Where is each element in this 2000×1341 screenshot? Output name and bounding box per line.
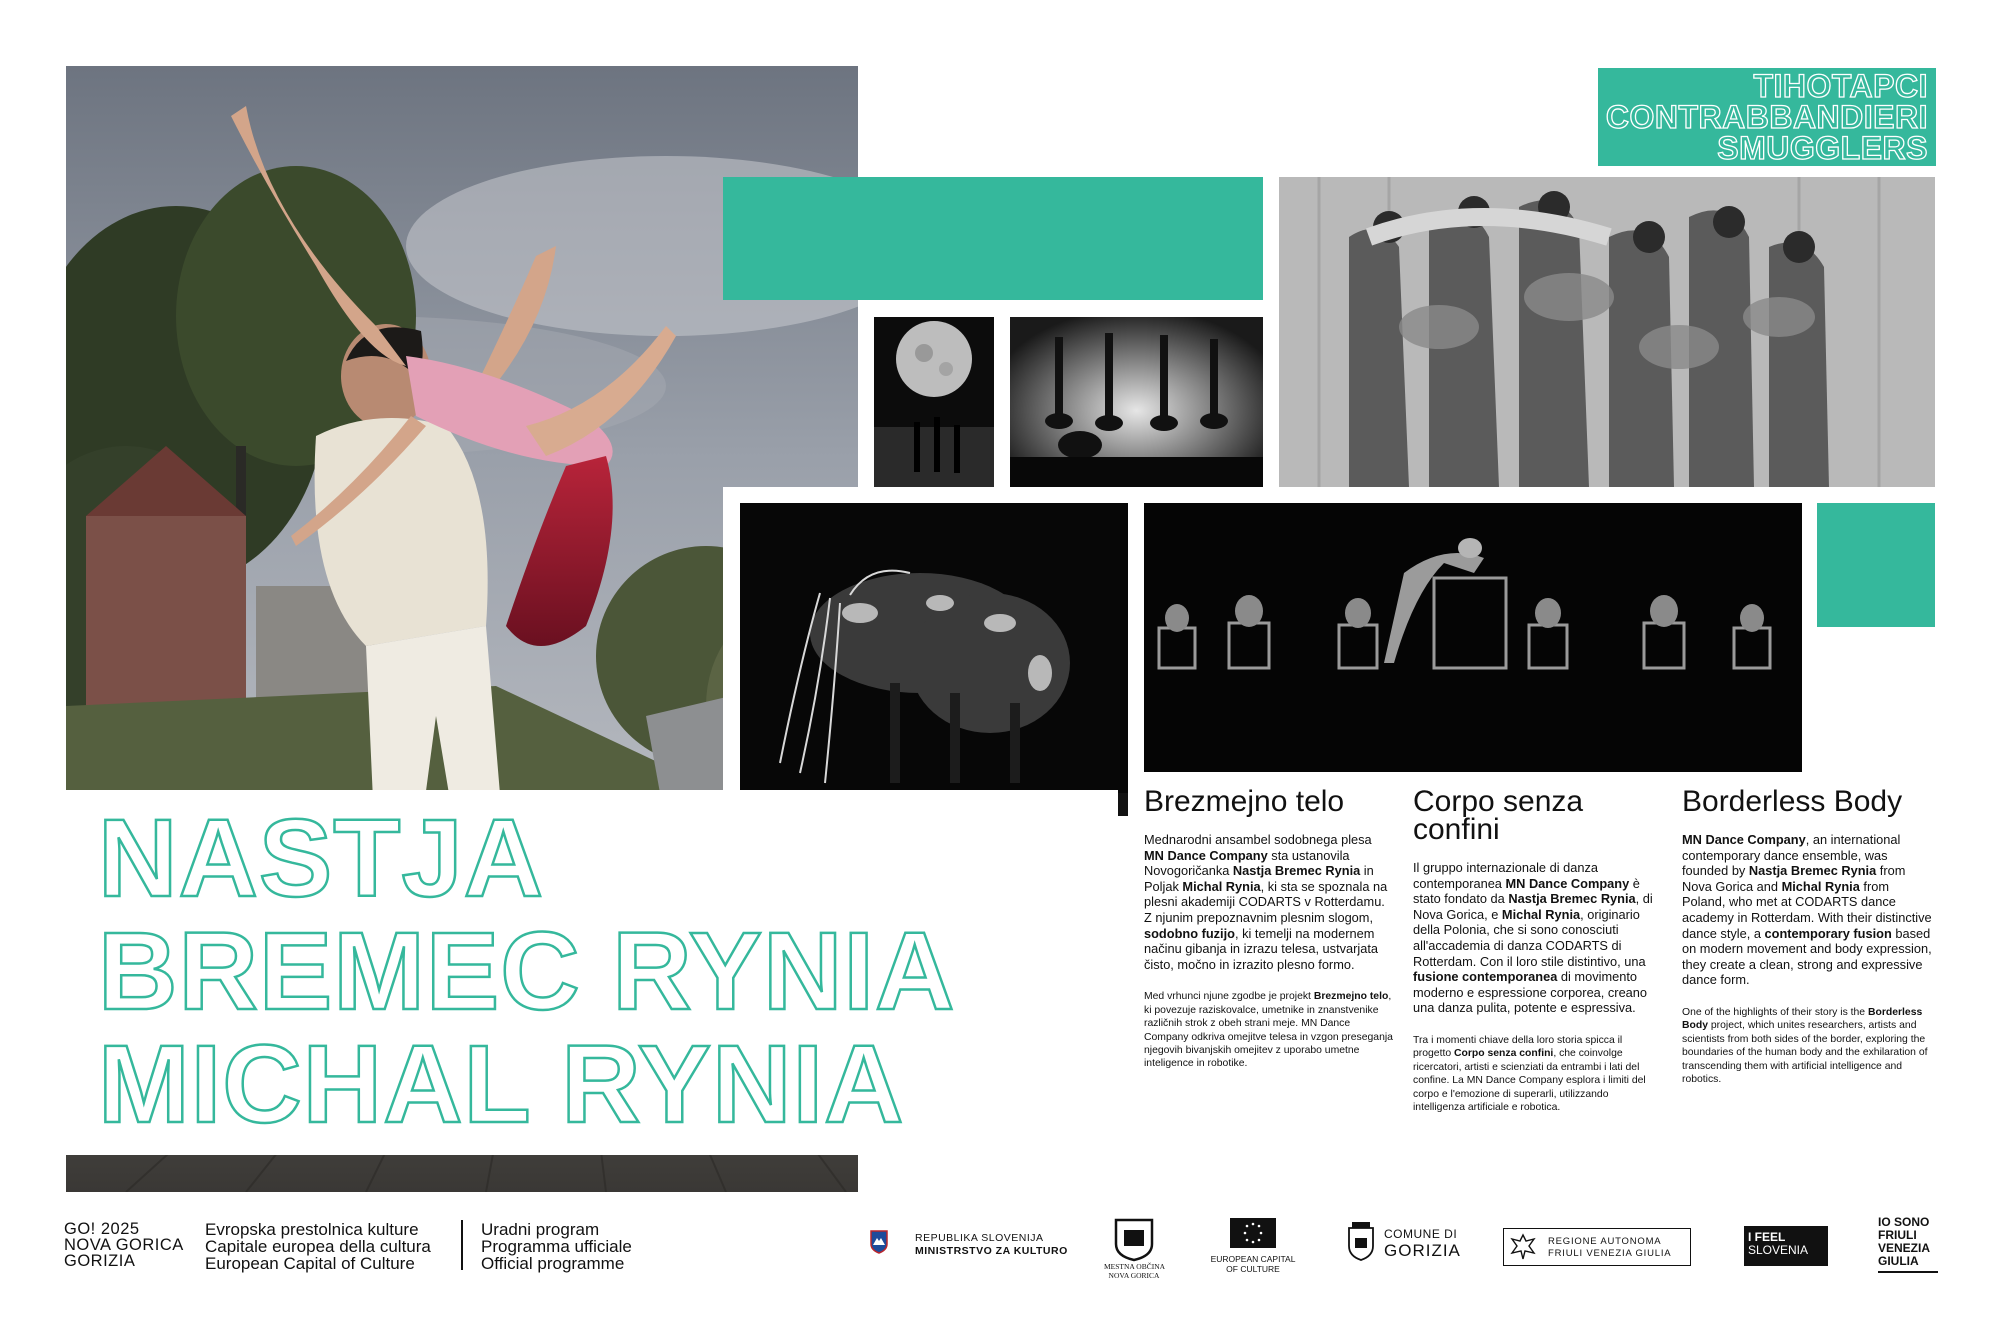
name-line-3: MICHAL RYNIA (98, 1023, 905, 1146)
teal-block-top (723, 177, 1263, 300)
programme-line-en: Official programme (481, 1254, 625, 1273)
io-sono-fvg-logo (1878, 1216, 1938, 1273)
eagle-icon (1510, 1233, 1536, 1261)
column-title-it: Corpo senza confini (1413, 785, 1584, 846)
ifeel-line-2: SLOVENIA (1748, 1243, 1809, 1257)
column-note-en: One of the highlights of their story is the Borderless Body project, which unites researchers, artists and scientists from both sides of the border, exploring the boundaries of the human body and the exhilaration of transcending them with artificial intelligence and robotics. (1682, 1006, 1928, 1085)
iosono-line-3: VENEZIA (1878, 1241, 1931, 1255)
ministry-line-1: REPUBLIKA SLOVENIJA (915, 1232, 1044, 1244)
name-line-2: BREMEC RYNIA (98, 910, 956, 1033)
mestna-line-1: MESTNA OBČINA (1104, 1262, 1166, 1271)
photo-dark-group (740, 503, 1128, 816)
eu-ecoc-logo (1208, 1218, 1298, 1274)
photo-handstands (1010, 317, 1263, 487)
photo-dancers-boxes (1144, 503, 1802, 772)
column-body-it: Il gruppo internazionale di danza contemporanea MN Dance Company è stato fondato da Nastja Bremec Rynia, di Nova Gorica, e Michal Rynia, originario della Polonia, che si sono conosciuti all'accademia di danza CODARTS di Rotterdam. Con il loro stile distintivo, una fusione contemporanea di movimento moderno e espressione corporea, creano una danza pulita, potente e espressiva. (1413, 860, 1653, 1016)
column-title-en: Borderless Body (1682, 785, 1903, 818)
go-logo-line-3: GORIZIA (64, 1252, 136, 1270)
eu-line-2: OF CULTURE (1226, 1264, 1280, 1274)
artist-name-block (64, 790, 1118, 1155)
column-slovenian (1144, 785, 1394, 1071)
regione-line-2: FRIULI VENEZIA GIULIA (1548, 1248, 1672, 1259)
tag-line-it: CONTRABBANDIERI (1605, 99, 1928, 135)
column-body-en: MN Dance Company, an international contemporary dance ensemble, was founded by Nastja Bremec Rynia from Nova Gorica and Michal Rynia from Poland, who met at CODARTS dance academy in Rotterdam. With their distinctive dance style, a contemporary fusion based on modern movement and body expression, they create a clean, strong and expressive dance form. (1682, 832, 1932, 988)
iosono-line-2: FRIULI (1878, 1228, 1917, 1242)
iosono-line-4: GIULIA (1878, 1254, 1919, 1268)
photo-costume-group (1279, 177, 1935, 487)
slovenia-coat-icon (870, 1230, 888, 1254)
programme-text (481, 1221, 632, 1272)
programme-line-it: Programma ufficiale (481, 1237, 632, 1256)
ecoc-line-it: Capitale europea della cultura (205, 1237, 431, 1256)
column-body-sl: Mednarodni ansambel sodobnega plesa MN Dance Company sta ustanovila Novogoričanka Nastja Bremec Rynia in Poljak Michal Rynia, ki sta se spoznala na plesni akademiji CODARTS v Rotterdamu. Z njunim prepoznavnim plesnim slogom, sodobno fuzijo, ki temelji na modernem načinu gibanja in izrazu telesa, ustvarjata čisto, močno in izrazito plesno formo. (1144, 832, 1388, 972)
ifeel-line-1: I FEEL (1748, 1230, 1786, 1244)
ministry-line-2: MINISTRSTVO ZA KULTURO (915, 1245, 1068, 1257)
comune-line-2: GORIZIA (1384, 1241, 1461, 1260)
ecoc-text (205, 1221, 431, 1272)
photo-moon-stage (874, 317, 994, 487)
ecoc-line-en: European Capital of Culture (205, 1254, 415, 1273)
go-logo-line-1: GO! 2025 (64, 1220, 140, 1238)
eu-line-1: EUROPEAN CAPITAL (1210, 1254, 1296, 1264)
tag-line-en: SMUGGLERS (1717, 130, 1928, 166)
go-logo-line-2: NOVA GORICA (64, 1236, 184, 1254)
ifeel-slovenia-logo (1744, 1226, 1828, 1266)
eu-flag-icon (1230, 1218, 1276, 1248)
column-english (1682, 785, 1932, 1086)
teal-block-right (1817, 503, 1935, 627)
mestna-obcina-logo (1104, 1218, 1164, 1280)
gorizia-crest-icon (1346, 1222, 1376, 1262)
project-tag (1598, 68, 1936, 166)
ecoc-line-sl: Evropska prestolnica kulture (205, 1220, 419, 1239)
tag-line-sl: TIHOTAPCI (1753, 68, 1928, 104)
column-italian (1413, 785, 1663, 1114)
column-title-sl: Brezmejno telo (1144, 785, 1345, 818)
programme-line-sl: Uradni program (481, 1220, 600, 1239)
comune-line-1: COMUNE DI (1384, 1227, 1458, 1241)
column-note-it: Tra i momenti chiave della loro storia spicca il progetto Corpo senza confini, che coinvolge ricercatori, artisti e scienziati da entrambi i lati del confine. La MN Dance Company esplora i limiti del corpo e l'emozione di superarli, utilizzando intelligenza artificiale e robotica. (1413, 1034, 1646, 1113)
name-line-1: NASTJA (98, 797, 545, 920)
mestna-line-2: NOVA GORICA (1108, 1271, 1160, 1280)
regione-fvg-logo (1503, 1228, 1691, 1266)
city-crest-icon (1112, 1218, 1156, 1262)
regione-line-1: REGIONE AUTONOMA (1548, 1236, 1662, 1247)
iosono-line-1: IO SONO (1878, 1215, 1930, 1229)
footer-divider (461, 1220, 463, 1270)
column-note-sl: Med vrhunci njune zgodbe je projekt Brezmejno telo, ki povezuje raziskovalce, umetnike in znanstvenike različnih strok z obeh strani meje. MN Dance Company odkriva omejitve telesa in vzgon preseganja njegovih bivanjskih omejitev z uporabo umetne inteligence in robotike. (1144, 991, 1393, 1070)
go2025-logo (64, 1221, 184, 1269)
